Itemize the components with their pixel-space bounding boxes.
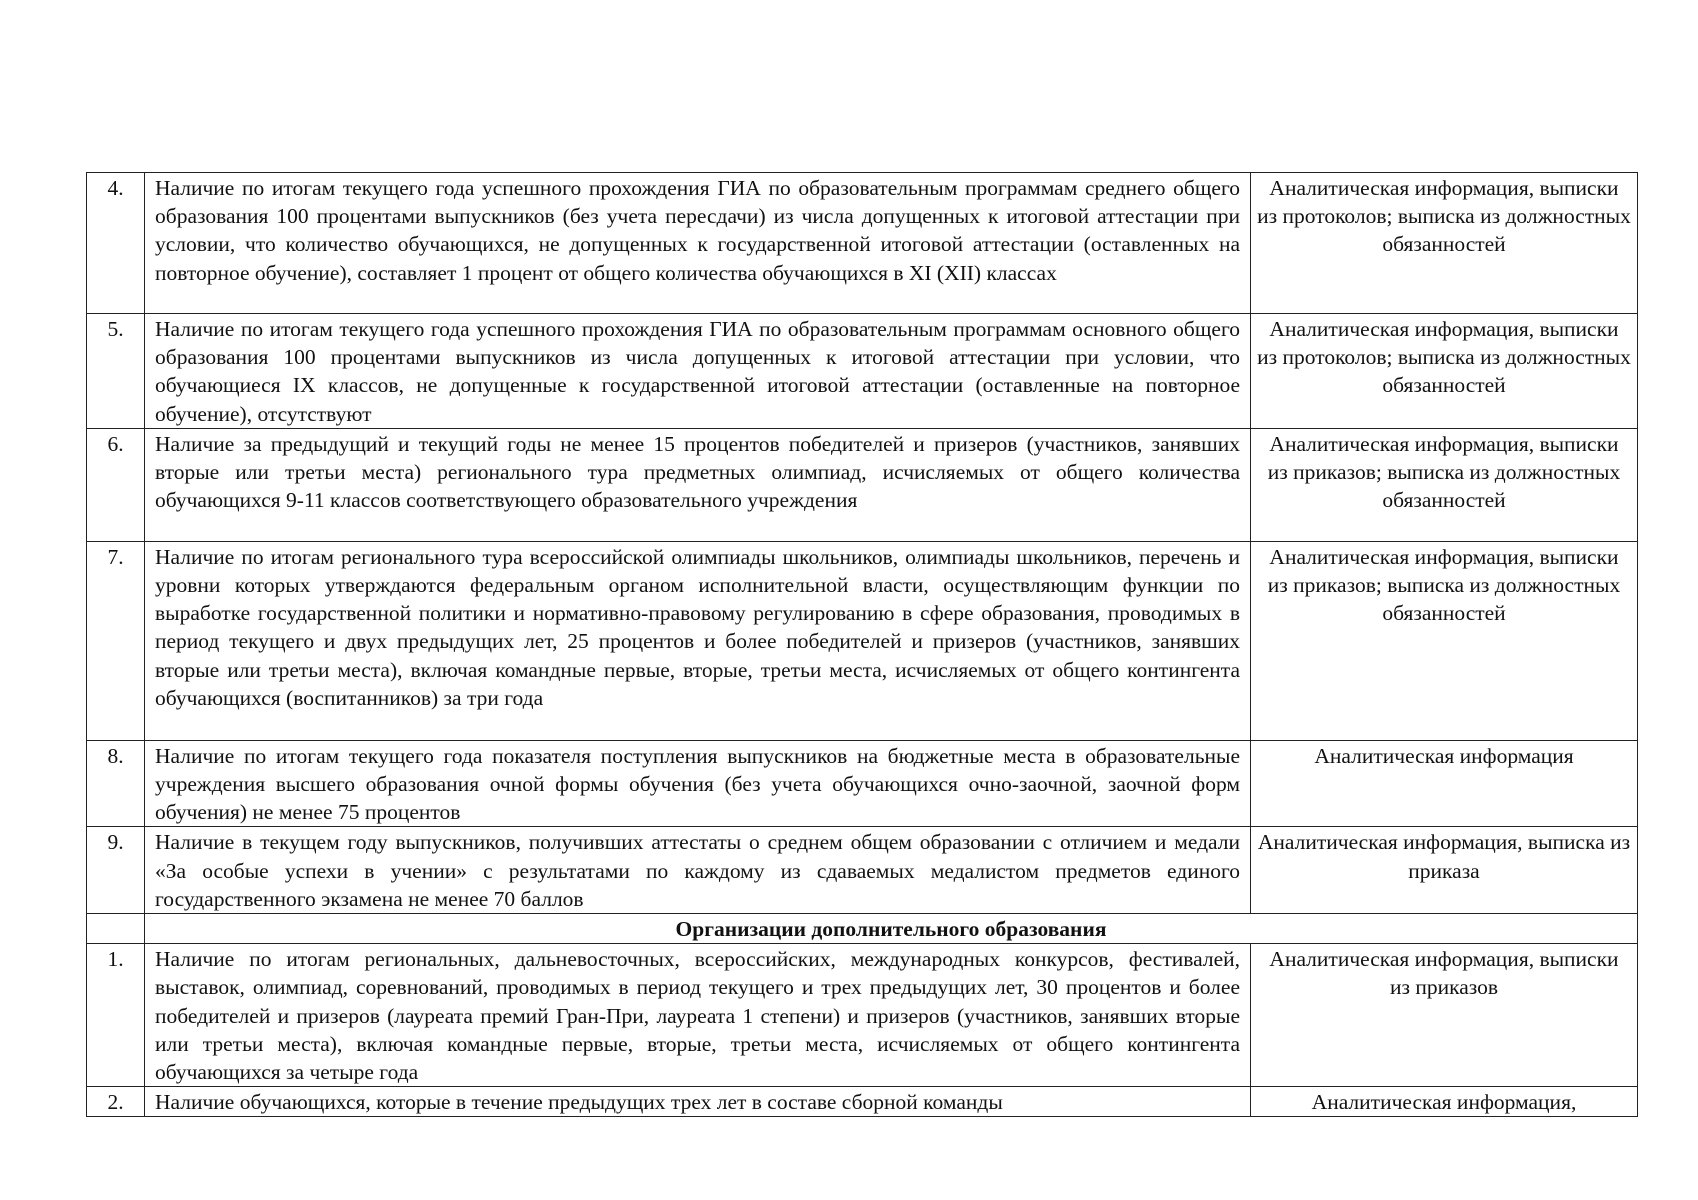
source-text: Аналитическая информация — [1251, 740, 1638, 827]
empty-number-cell — [87, 914, 145, 944]
row-number: 9. — [87, 827, 145, 914]
row-number: 7. — [87, 541, 145, 740]
source-text: Аналитическая информация, выписки из приказов — [1251, 944, 1638, 1087]
table-row — [87, 314, 1638, 429]
source-text: Аналитическая информация, выписки из приказов; выписка из должностных обязанностей — [1251, 428, 1638, 541]
criterion-text: Наличие по итогам регионального тура всероссийской олимпиады школьников, олимпиады школьников, перечень и уровни которых утверждаются федеральным органом исполнительной власти, осуществляющим функции по выработке государственной политики и нормативно-правовому регулированию в сфере образования, проводимых в период текущего и двух предыдущих лет, 25 процентов и более победителей и призеров (участников, занявших вторые или третьи места), включая командные первые, вторые, третьи места, исчисляемых от общего контингента обучающихся (воспитанников) за три года — [145, 541, 1251, 740]
table-row — [87, 173, 1638, 314]
criterion-text: Наличие в текущем году выпускников, получивших аттестаты о среднем общем образовании с отличием и медали «За особые успехи в учении» с результатами по каждому из сдаваемых медалистом предметов единого государственного экзамена не менее 70 баллов — [145, 827, 1251, 914]
table-row — [87, 1087, 1638, 1117]
source-text: Аналитическая информация, выписки из протоколов; выписка из должностных обязанностей — [1251, 314, 1638, 429]
criterion-text: Наличие по итогам текущего года показателя поступления выпускников на бюджетные места в образовательные учреждения высшего образования очной формы обучения (без учета обучающихся очно-заочной, заочной форм обучения) не менее 75 процентов — [145, 740, 1251, 827]
source-text: Аналитическая информация, выписка из приказа — [1251, 827, 1638, 914]
row-number: 2. — [87, 1087, 145, 1117]
table-row — [87, 428, 1638, 541]
row-number: 1. — [87, 944, 145, 1087]
table-row — [87, 740, 1638, 827]
source-text: Аналитическая информация, выписки из приказов; выписка из должностных обязанностей — [1251, 541, 1638, 740]
row-number: 6. — [87, 428, 145, 541]
source-text: Аналитическая информация, — [1251, 1087, 1638, 1117]
criterion-text: Наличие по итогам текущего года успешного прохождения ГИА по образовательным программам основного общего образования 100 процентами выпускников из числа допущенных к итоговой аттестации при условии, что обучающиеся IX классов, не допущенные к государственной итоговой аттестации (оставленные на повторное обучение), отсутствуют — [145, 314, 1251, 429]
table-row — [87, 827, 1638, 914]
criteria-table — [86, 172, 1638, 1117]
table-row — [87, 944, 1638, 1087]
source-text: Аналитическая информация, выписки из протоколов; выписка из должностных обязанностей — [1251, 173, 1638, 314]
section-title: Организации дополнительного образования — [145, 914, 1638, 944]
criterion-text: Наличие обучающихся, которые в течение предыдущих трех лет в составе сборной команды — [145, 1087, 1251, 1117]
criterion-text: Наличие за предыдущий и текущий годы не менее 15 процентов победителей и призеров (участников, занявших вторые или третьи места) регионального тура предметных олимпиад, исчисляемых от общего количества обучающихся 9-11 классов соответствующего образовательного учреждения — [145, 428, 1251, 541]
row-number: 5. — [87, 314, 145, 429]
criterion-text: Наличие по итогам региональных, дальневосточных, всероссийских, международных конкурсов, фестивалей, выставок, олимпиад, соревнований, проводимых в период текущего и трех предыдущих лет, 30 процентов и более победителей и призеров (лауреата премий Гран-При, лауреата 1 степени) и призеров (участников, занявших вторые или третьи места), включая командные первые, вторые, третьи места, исчисляемых от общего контингента обучающихся за четыре года — [145, 944, 1251, 1087]
row-number: 8. — [87, 740, 145, 827]
row-number: 4. — [87, 173, 145, 314]
section-header-row — [87, 914, 1638, 944]
table-row — [87, 541, 1638, 740]
criterion-text: Наличие по итогам текущего года успешного прохождения ГИА по образовательным программам среднего общего образования 100 процентами выпускников (без учета пересдачи) из числа допущенных к итоговой аттестации при условии, что количество обучающихся, не допущенных к государственной итоговой аттестации (оставленных на повторное обучение), составляет 1 процент от общего количества обучающихся в XI (XII) классах — [145, 173, 1251, 314]
